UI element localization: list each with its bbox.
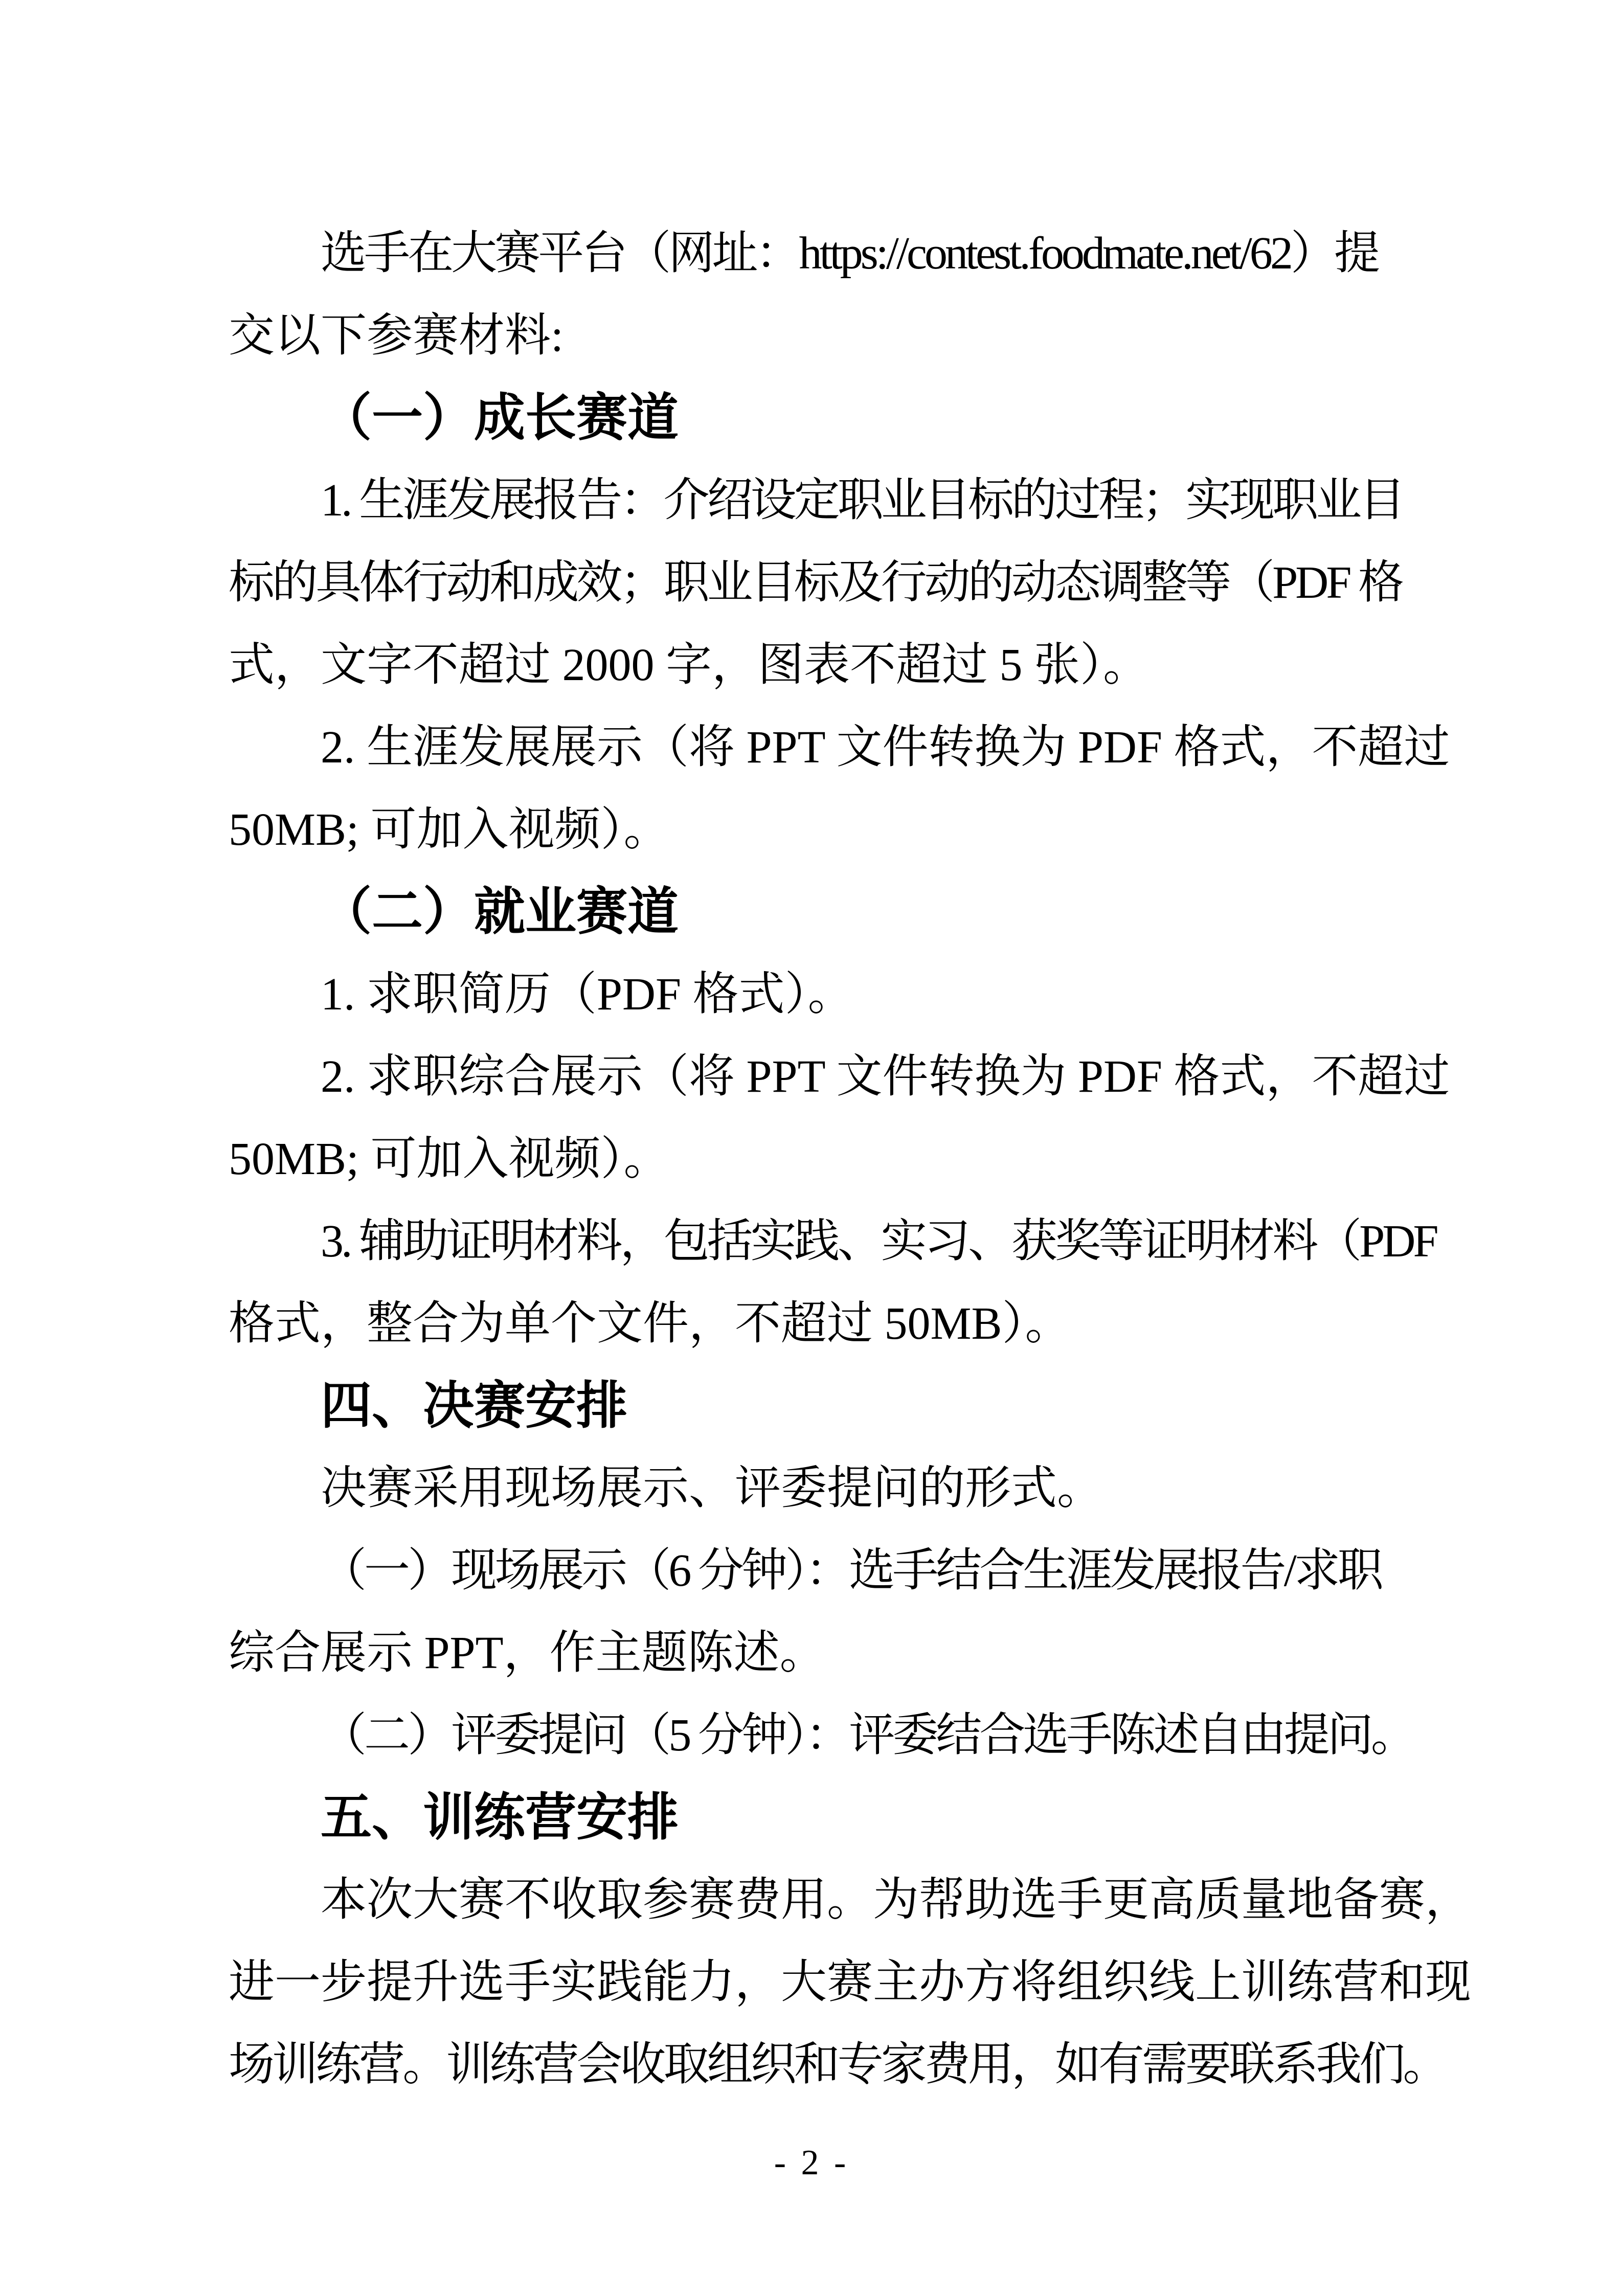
text-line: 综合展示 PPT，作主题陈述。 [229,1628,826,1678]
text-line: 1. 生涯发展报告：介绍设定职业目标的过程；实现职业目 [321,475,1403,526]
text-line: 3. 辅助证明材料，包括实践、实习、获奖等证明材料（PDF [321,1216,1436,1267]
section-heading-line: 五、训练营安排 [321,1789,679,1846]
section-heading-line: （二）就业赛道 [321,884,679,940]
page-number: - 2 - [774,2143,849,2182]
text-line: 格式，整合为单个文件，不超过 50MB）。 [229,1298,1071,1349]
text-line: （二）评委提问（5 分钟）：评委结合选手陈述自由提问。 [321,1710,1414,1761]
text-line: 进一步提升选手实践能力，大赛主办方将组织线上训练营和现 [229,1957,1471,2008]
text-line: 2. 求职综合展示（将 PPT 文件转换为 PDF 格式，不超过 [321,1051,1450,1102]
text-line: 2. 生涯发展展示（将 PPT 文件转换为 PDF 格式，不超过 [321,722,1450,773]
text-line: 本次大赛不收取参赛费用。为帮助选手更高质量地备赛， [321,1875,1471,1925]
page-footer [0,2145,1623,2181]
text-line: 50MB; 可加入视频）。 [229,804,670,855]
section-heading-line: （一）成长赛道 [321,390,679,446]
text-line: 交以下参赛材料: [229,310,564,361]
text-line: 选手在大赛平台（网址：https://contest.foodmate.net/62）提 [321,228,1378,279]
text-line: （一）现场展示（6 分钟）：选手结合生涯发展报告/求职 [321,1545,1381,1596]
section-heading-line: 四、决赛安排 [321,1378,627,1434]
document-body [229,212,1471,2106]
text-line: 1. 求职简历（PDF 格式）。 [321,969,854,1020]
text-line: 式，文字不超过 2000 字，图表不超过 5 张）。 [229,640,1149,690]
text-line: 场训练营。训练营会收取组织和专家费用，如有需要联系我们。 [229,2039,1447,2090]
text-line: 决赛采用现场展示、评委提问的形式。 [321,1463,1103,1514]
text-line: 标的具体行动和成效；职业目标及行动的动态调整等（PDF 格 [229,557,1402,608]
text-line: 50MB; 可加入视频）。 [229,1134,670,1184]
